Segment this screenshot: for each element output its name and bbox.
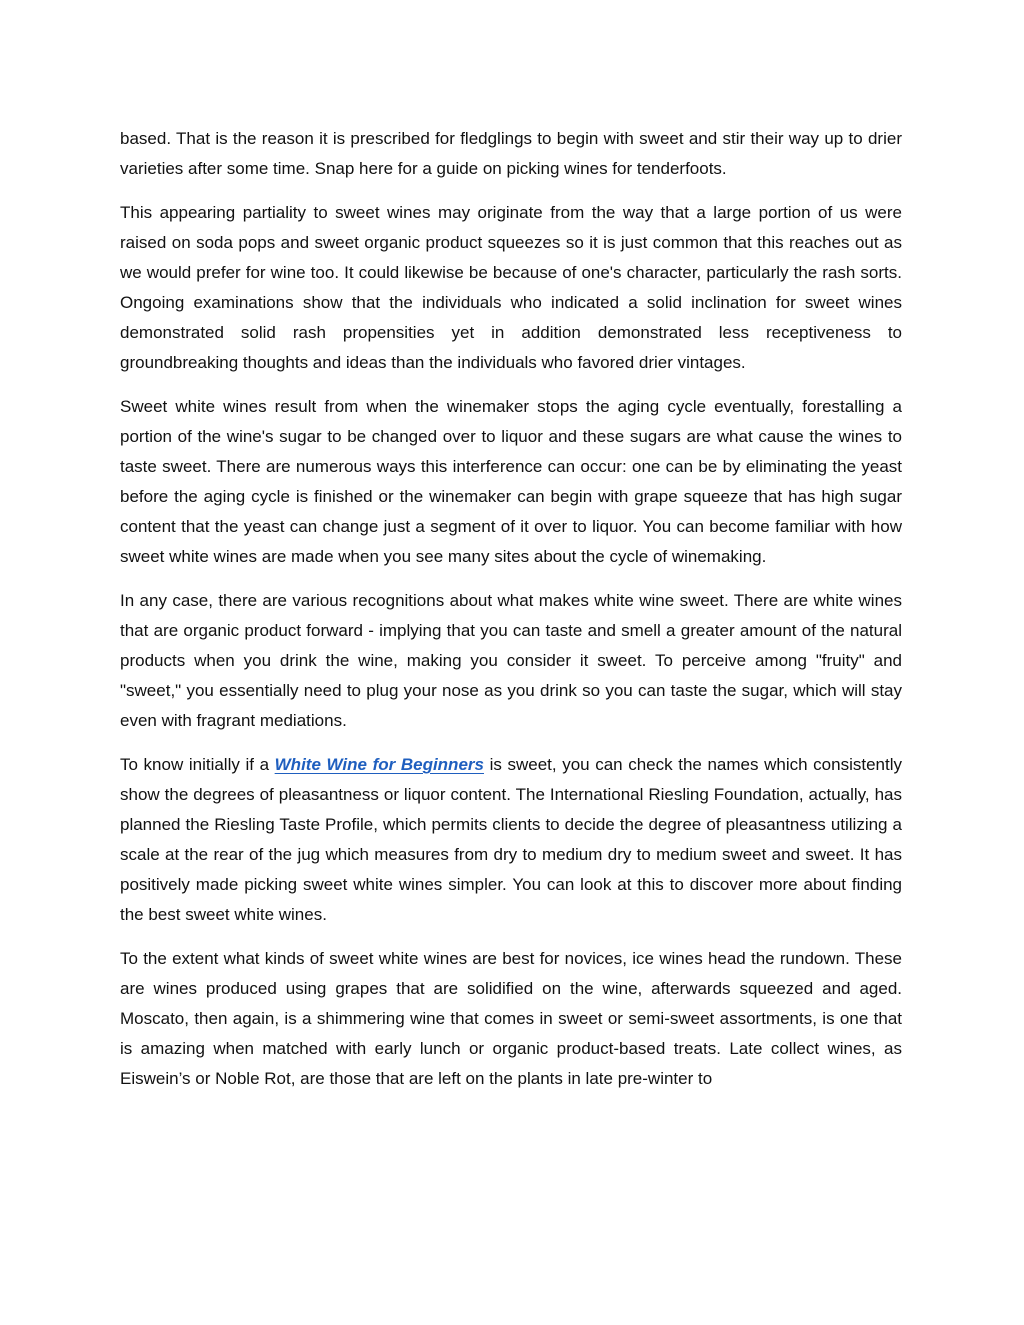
paragraph-4-text: In any case, there are various recognitions about what makes white wine sweet. There are white wines that are organic product forward - implying that you can taste and smell a greater amount of the natural products when you drink the wine, making you consider it sweet. To perceive among "fruity" and "sweet," you essentially need to plug your nose as you drink so you can taste the sugar, which will stay even with fragrant mediations. [120, 591, 902, 730]
paragraph-2-text: This appearing partiality to sweet wines may originate from the way that a large portion of us were raised on soda pops and sweet organic product squeezes so it is just common that this reaches out as we would prefer for wine too. It could likewise be because of one's character, particularly the rash sorts. Ongoing examinations show that the individuals who indicated a solid inclination for sweet wines demonstrated solid rash propensities yet in addition demonstrated less receptiveness to groundbreaking thoughts and ideas than the individuals who favored drier vintages. [120, 203, 902, 372]
paragraph-5-text-before: To know initially if a [120, 755, 275, 774]
document-page [120, 124, 902, 1108]
paragraph-3-text: Sweet white wines result from when the winemaker stops the aging cycle eventually, forestalling a portion of the wine's sugar to be changed over to liquor and these sugars are what cause the wines to taste sweet. There are numerous ways this interference can occur: one can be by eliminating the yeast before the aging cycle is finished or the winemaker can begin with grape squeeze that has high sugar content that the yeast can change just a segment of it over to liquor. You can become familiar with how sweet white wines are made when you see many sites about the cycle of winemaking. [120, 397, 902, 566]
paragraph-5 [120, 750, 902, 930]
paragraph-3 [120, 392, 902, 572]
paragraph-4 [120, 586, 902, 736]
paragraph-2 [120, 198, 902, 378]
paragraph-6 [120, 944, 902, 1094]
paragraph-5-text-after: is sweet, you can check the names which consistently show the degrees of pleasantness or liquor content. The International Riesling Foundation, actually, has planned the Riesling Taste Profile, which permits clients to decide the degree of pleasantness utilizing a scale at the rear of the jug which measures from dry to medium dry to medium sweet and sweet. It has positively made picking sweet white wines simpler. You can look at this to discover more about finding the best sweet white wines. [120, 755, 902, 924]
paragraph-6-text: To the extent what kinds of sweet white wines are best for novices, ice wines head the rundown. These are wines produced using grapes that are solidified on the wine, afterwards squeezed and aged. Moscato, then again, is a shimmering wine that comes in sweet or semi-sweet assortments, is one that is amazing when matched with early lunch or organic product-based treats. Late collect wines, as Eiswein’s or Noble Rot, are those that are left on the plants in late pre-winter to [120, 949, 902, 1088]
paragraph-1-text: based. That is the reason it is prescribed for fledglings to begin with sweet and stir their way up to drier varieties after some time. Snap here for a guide on picking wines for tenderfoots. [120, 129, 902, 178]
white-wine-for-beginners-link[interactable]: White Wine for Beginners [274, 755, 484, 774]
paragraph-1 [120, 124, 902, 184]
